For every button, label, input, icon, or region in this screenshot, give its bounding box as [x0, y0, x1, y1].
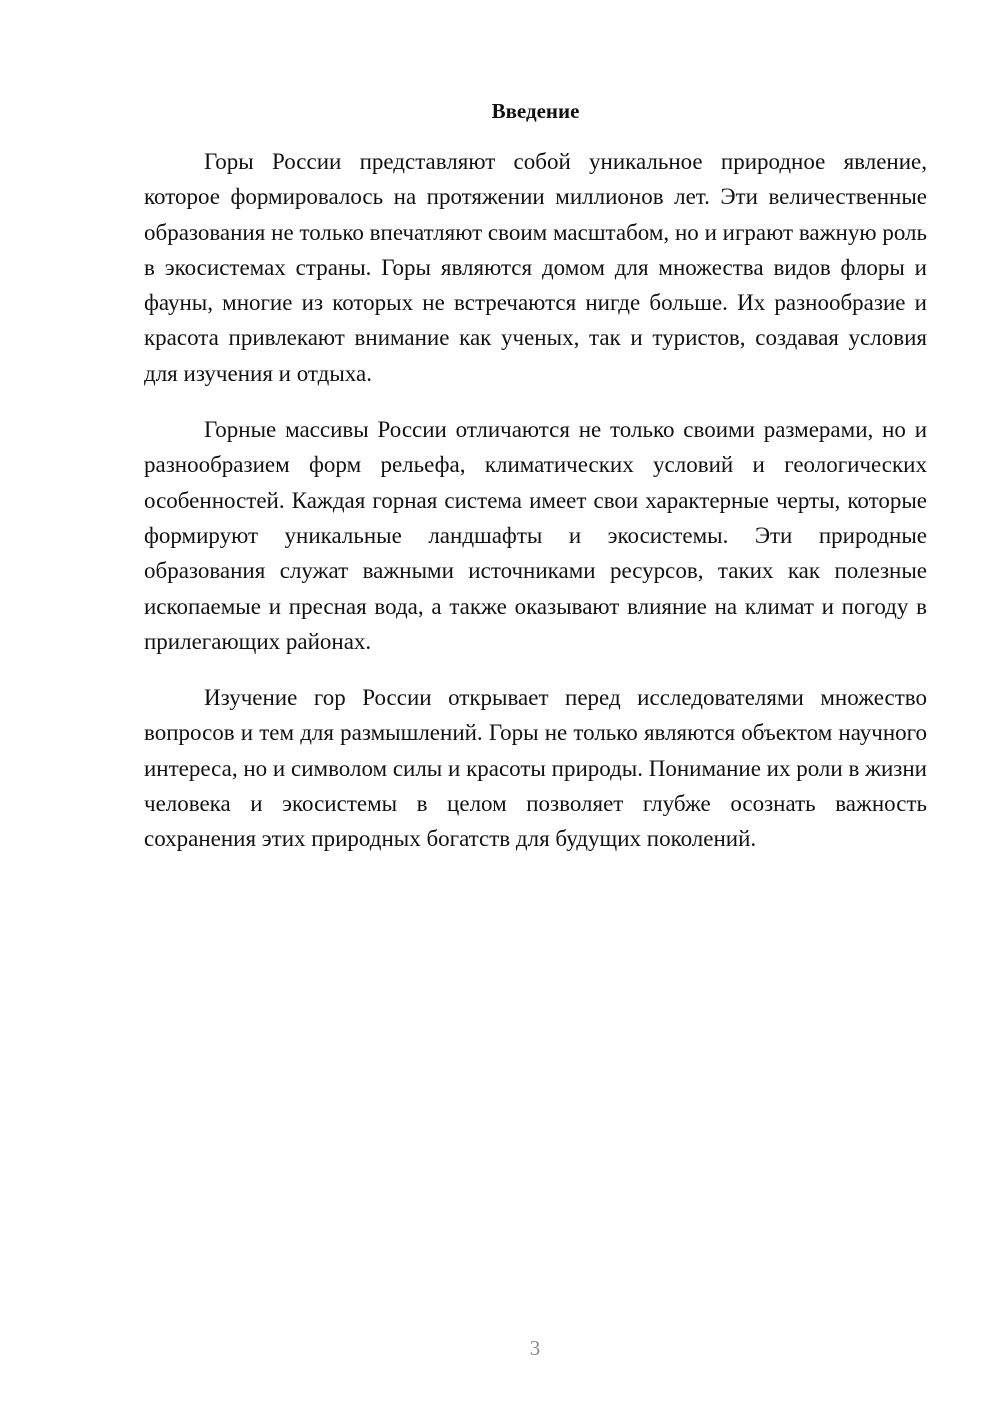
paragraph-1: Горы России представляют собой уникальное природное явление, которое формировалось на протяжении миллионов лет. Эти величественные образования не только впечатляют своим масштабом, но и играют важную роль в экосистемах страны. Горы являются домом для множества видов флоры и фауны, многие из которых не встречаются нигде больше. Их разнообразие и красота привлекают внимание как ученых, так и туристов, создавая условия для изучения и отдыха.: [144, 149, 927, 386]
document-body: [144, 144, 927, 878]
page-number: 3: [529, 1336, 541, 1360]
paragraph-2: Горные массивы России отличаются не только своими размерами, но и разнообразием форм рельефа, климатических условий и геологических особенностей. Каждая горная система имеет свои характерные черты, которые формируют уникальные ландшафты и экосистемы. Эти природные образования служат важными источниками ресурсов, таких как полезные ископаемые и пресная вода, а также оказывают влияние на климат и погоду в прилегающих районах.: [144, 417, 927, 654]
section-title: Введение: [491, 99, 580, 123]
paragraph-3: Изучение гор России открывает перед исследователями множество вопросов и тем для размышлений. Горы не только являются объектом научного интереса, но и символом силы и красоты природы. Понимание их роли в жизни человека и экосистемы в целом позволяет глубже осознать важность сохранения этих природных богатств для будущих поколений.: [144, 685, 927, 852]
